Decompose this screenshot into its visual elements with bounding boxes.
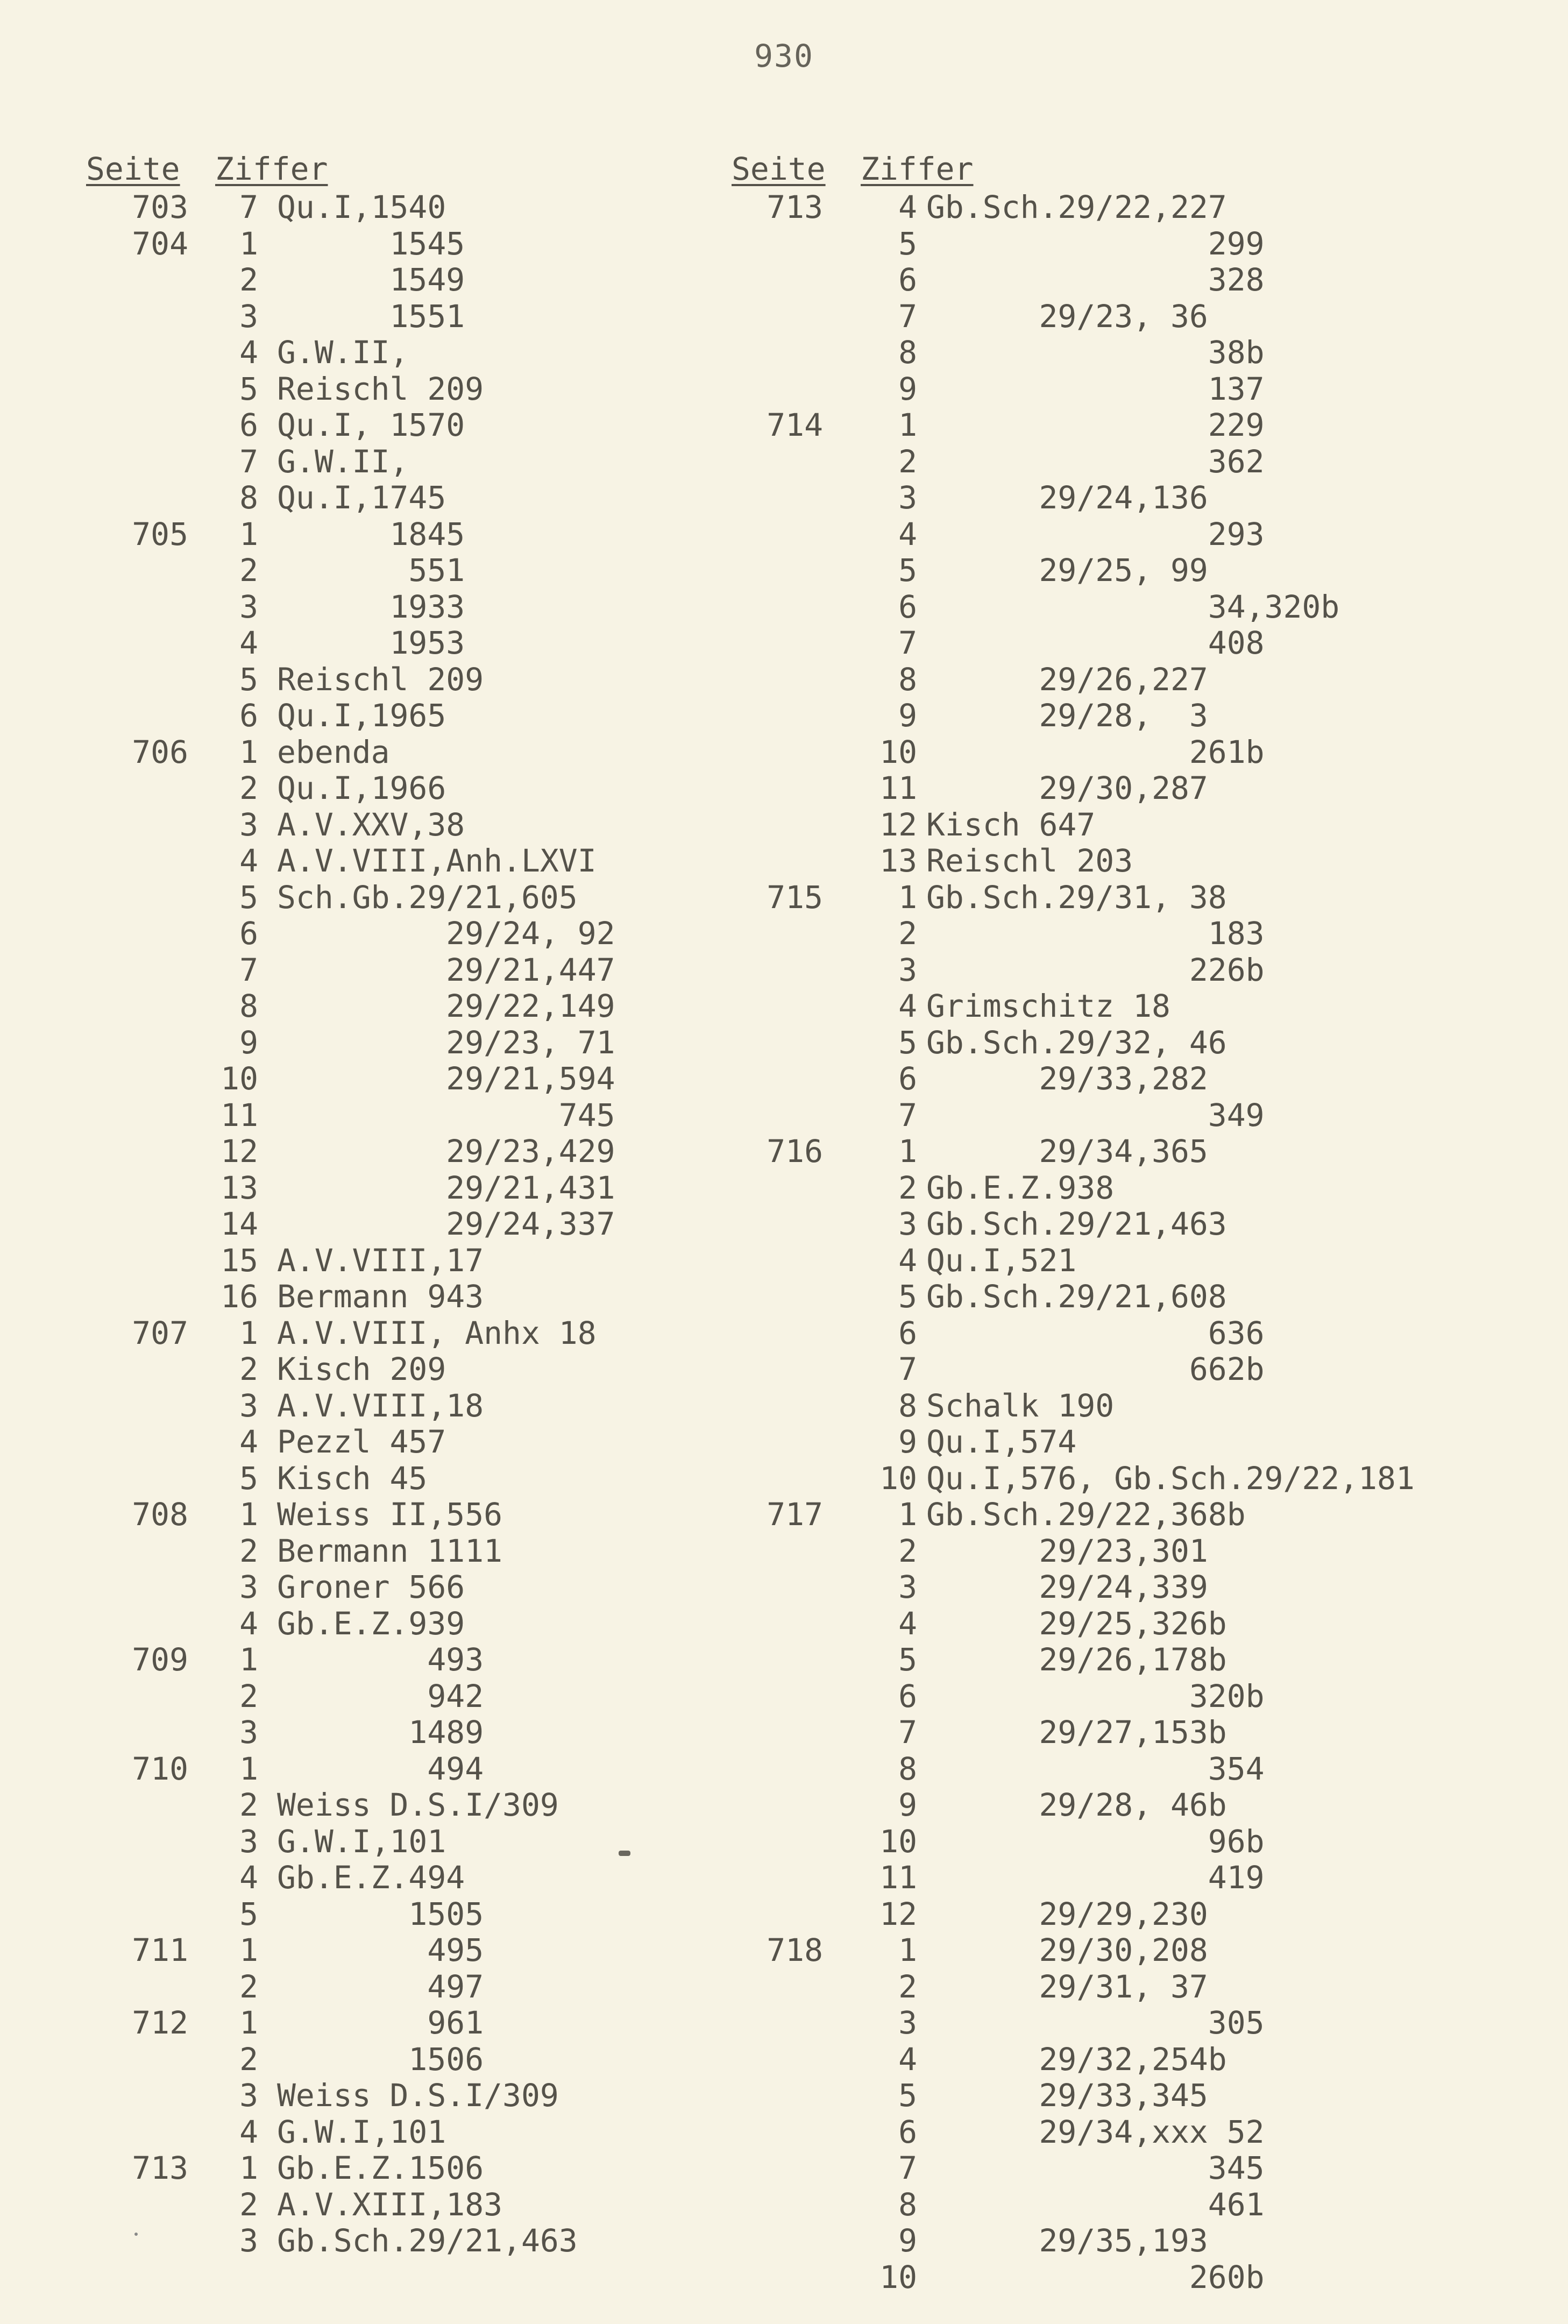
reference-cell: Qu.I,1745 <box>277 479 446 516</box>
ziffer-cell: 3 <box>898 2004 917 2041</box>
reference-cell: 942 <box>277 1677 484 1714</box>
ziffer-cell: 2 <box>239 261 258 298</box>
seite-cell: 716 <box>767 1133 823 1170</box>
reference-cell: 29/25, 99 <box>926 552 1208 589</box>
ziffer-cell: 10 <box>879 1459 917 1497</box>
ziffer-cell: 3 <box>239 1714 258 1751</box>
ziffer-cell: 5 <box>239 661 258 698</box>
ziffer-cell: 11 <box>221 1096 258 1133</box>
reference-cell: 29/24,339 <box>926 1569 1208 1605</box>
reference-cell: 29/35,193 <box>926 2222 1208 2259</box>
ziffer-cell: 2 <box>239 1677 258 1714</box>
reference-cell: 495 <box>277 1932 484 1968</box>
ziffer-cell: 2 <box>898 1968 917 2005</box>
reference-cell: G.W.II, <box>277 334 409 371</box>
ziffer-cell: 3 <box>898 951 917 988</box>
ziffer-cell: 3 <box>239 297 258 335</box>
ziffer-cell: 14 <box>221 1206 258 1242</box>
ziffer-cell: 1 <box>239 1641 258 1678</box>
reference-cell: Gb.E.Z.939 <box>277 1605 465 1642</box>
reference-cell: 461 <box>926 2186 1265 2223</box>
reference-cell: Qu.I,521 <box>926 1242 1077 1279</box>
reference-cell: Gb.Sch.29/21,463 <box>277 2222 578 2259</box>
reference-cell: 29/32,254b <box>926 2040 1227 2078</box>
reference-cell: 408 <box>926 625 1265 661</box>
reference-cell: Reischl 203 <box>926 842 1133 879</box>
ziffer-cell: 8 <box>898 661 917 698</box>
reference-cell: 29/21,594 <box>277 1060 615 1097</box>
seite-header: Seite <box>86 151 180 187</box>
ziffer-cell: 4 <box>898 1605 917 1642</box>
ziffer-cell: 4 <box>239 842 258 879</box>
reference-cell: 29/24, 92 <box>277 915 615 952</box>
ziffer-cell: 1 <box>898 407 917 443</box>
reference-cell: 349 <box>926 1096 1265 1133</box>
reference-cell: 183 <box>926 915 1265 952</box>
ziffer-cell: 4 <box>239 334 258 371</box>
ziffer-cell: 6 <box>898 1060 917 1097</box>
ziffer-cell: 5 <box>898 1641 917 1678</box>
ziffer-cell: 3 <box>239 2077 258 2114</box>
reference-cell: 1549 <box>277 261 465 298</box>
reference-cell: Qu.I,1540 <box>277 189 446 225</box>
ziffer-cell: 10 <box>221 1060 258 1097</box>
ziffer-cell: 7 <box>898 2150 917 2186</box>
reference-cell: Gb.Sch.29/22,368b <box>926 1496 1246 1533</box>
reference-cell: 29/31, 37 <box>926 1968 1208 2005</box>
reference-cell: A.V.VIII,Anh.LXVI <box>277 842 597 879</box>
ziffer-cell: 7 <box>898 1714 917 1751</box>
reference-cell: Gb.Sch.29/22,227 <box>926 189 1227 225</box>
reference-cell: 299 <box>926 225 1265 262</box>
reference-cell: 137 <box>926 370 1265 407</box>
reference-cell: 29/34,365 <box>926 1133 1208 1170</box>
reference-cell: Sch.Gb.29/21,605 <box>277 878 578 916</box>
seite-cell: 713 <box>132 2150 188 2186</box>
reference-cell: 29/27,153b <box>926 1714 1227 1751</box>
ziffer-cell: 15 <box>221 1242 258 1279</box>
reference-cell: 29/23,429 <box>277 1133 615 1170</box>
ziffer-cell: 12 <box>879 1895 917 1932</box>
reference-cell: G.W.II, <box>277 443 409 480</box>
seite-cell: 704 <box>132 225 188 262</box>
ziffer-cell: 4 <box>239 2113 258 2150</box>
reference-cell: Gb.Sch.29/21,608 <box>926 1278 1227 1315</box>
ziffer-cell: 5 <box>239 1895 258 1932</box>
reference-cell: 29/29,230 <box>926 1895 1208 1932</box>
ziffer-cell: 7 <box>898 1096 917 1133</box>
ziffer-cell: 6 <box>239 407 258 443</box>
ziffer-cell: 8 <box>239 479 258 516</box>
reference-cell: 226b <box>926 951 1265 988</box>
ziffer-cell: 4 <box>898 515 917 552</box>
ziffer-cell: 3 <box>898 1569 917 1605</box>
ziffer-cell: 10 <box>879 2258 917 2295</box>
reference-cell: 29/34,xxx 52 <box>926 2113 1265 2150</box>
ziffer-cell: 5 <box>239 1459 258 1497</box>
reference-cell: Schalk 190 <box>926 1387 1115 1424</box>
ziffer-cell: 2 <box>239 1351 258 1387</box>
reference-cell: G.W.I,101 <box>277 1823 446 1860</box>
ziffer-cell: 11 <box>879 1859 917 1896</box>
ziffer-cell: 5 <box>898 1278 917 1315</box>
ziffer-cell: 1 <box>239 733 258 770</box>
ziffer-cell: 6 <box>898 261 917 298</box>
reference-cell: 1506 <box>277 2040 484 2078</box>
reference-cell: Bermann 1111 <box>277 1532 503 1569</box>
reference-cell: 1953 <box>277 625 465 661</box>
ziffer-cell: 10 <box>879 733 917 770</box>
reference-cell: 29/23,301 <box>926 1532 1208 1569</box>
reference-cell: 29/26,178b <box>926 1641 1227 1678</box>
reference-cell: A.V.VIII,17 <box>277 1242 484 1279</box>
ziffer-cell: 4 <box>898 988 917 1024</box>
ziffer-cell: 6 <box>898 588 917 625</box>
ziffer-cell: 1 <box>898 878 917 916</box>
reference-cell: Kisch 45 <box>277 1459 428 1497</box>
ziffer-cell: 7 <box>239 951 258 988</box>
seite-cell: 707 <box>132 1314 188 1351</box>
ziffer-cell: 1 <box>239 2150 258 2186</box>
seite-cell: 706 <box>132 733 188 770</box>
ziffer-cell: 11 <box>879 770 917 806</box>
ziffer-cell: 2 <box>239 552 258 589</box>
reference-cell: Gb.E.Z.494 <box>277 1859 465 1896</box>
reference-cell: Gb.Sch.29/21,463 <box>926 1206 1227 1242</box>
ziffer-cell: 13 <box>879 842 917 879</box>
reference-cell: Weiss D.S.I/309 <box>277 1787 559 1823</box>
reference-cell: 1505 <box>277 1895 484 1932</box>
ziffer-cell: 1 <box>239 1750 258 1787</box>
reference-cell: Reischl 209 <box>277 370 484 407</box>
ziffer-cell: 2 <box>239 1968 258 2005</box>
ziffer-cell: 2 <box>898 443 917 480</box>
ziffer-cell: 9 <box>898 1787 917 1823</box>
seite-cell: 713 <box>767 189 823 225</box>
ziffer-cell: 4 <box>239 625 258 661</box>
reference-cell: 29/23, 36 <box>926 297 1208 335</box>
reference-cell: Kisch 647 <box>926 806 1096 843</box>
seite-cell: 709 <box>132 1641 188 1678</box>
seite-header: Seite <box>732 151 826 187</box>
reference-cell: 1845 <box>277 515 465 552</box>
seite-cell: 710 <box>132 1750 188 1787</box>
reference-cell: Bermann 943 <box>277 1278 484 1315</box>
reference-cell: 354 <box>926 1750 1265 1787</box>
ziffer-cell: 9 <box>898 2222 917 2259</box>
ziffer-cell: 8 <box>898 1387 917 1424</box>
ziffer-cell: 3 <box>239 588 258 625</box>
reference-cell: 328 <box>926 261 1265 298</box>
reference-cell: Weiss II,556 <box>277 1496 503 1533</box>
seite-cell: 708 <box>132 1496 188 1533</box>
ziffer-cell: 1 <box>239 515 258 552</box>
reference-cell: 494 <box>277 1750 484 1787</box>
reference-cell: ebenda <box>277 733 390 770</box>
ziffer-cell: 12 <box>221 1133 258 1170</box>
ziffer-cell: 10 <box>879 1823 917 1860</box>
ink-dot <box>134 2233 138 2236</box>
reference-cell: 961 <box>277 2004 484 2041</box>
ziffer-cell: 8 <box>898 2186 917 2223</box>
ziffer-cell: 5 <box>898 552 917 589</box>
reference-cell: 229 <box>926 407 1265 443</box>
reference-cell: Groner 566 <box>277 1569 465 1605</box>
reference-cell: Reischl 209 <box>277 661 484 698</box>
ziffer-cell: 8 <box>239 988 258 1024</box>
reference-cell: Gb.E.Z.1506 <box>277 2150 484 2186</box>
ziffer-cell: 12 <box>879 806 917 843</box>
reference-cell: Kisch 209 <box>277 1351 446 1387</box>
reference-cell: Qu.I,1966 <box>277 770 446 806</box>
ziffer-cell: 6 <box>239 915 258 952</box>
ziffer-cell: 7 <box>898 625 917 661</box>
ziffer-cell: 7 <box>239 443 258 480</box>
seite-cell: 718 <box>767 1932 823 1968</box>
reference-cell: 293 <box>926 515 1265 552</box>
ziffer-cell: 6 <box>239 697 258 734</box>
reference-cell: 1489 <box>277 1714 484 1751</box>
reference-cell: 261b <box>926 733 1265 770</box>
reference-cell: 38b <box>926 334 1265 371</box>
ziffer-cell: 16 <box>221 1278 258 1315</box>
reference-cell: Grimschitz 18 <box>926 988 1170 1024</box>
reference-cell: 29/21,431 <box>277 1169 615 1206</box>
reference-cell: 29/21,447 <box>277 951 615 988</box>
reference-cell: 29/22,149 <box>277 988 615 1024</box>
ziffer-cell: 5 <box>239 370 258 407</box>
ziffer-cell: 4 <box>898 1242 917 1279</box>
ziffer-cell: 13 <box>221 1169 258 1206</box>
ziffer-cell: 3 <box>239 1387 258 1424</box>
page-number: 930 <box>754 38 814 74</box>
reference-cell: 29/25,326b <box>926 1605 1227 1642</box>
seite-cell: 705 <box>132 515 188 552</box>
reference-cell: 29/26,227 <box>926 661 1208 698</box>
reference-cell: 29/30,208 <box>926 1932 1208 1968</box>
reference-cell: Qu.I,574 <box>926 1423 1077 1460</box>
reference-cell: Gb.Sch.29/32, 46 <box>926 1024 1227 1061</box>
reference-cell: 1545 <box>277 225 465 262</box>
reference-cell: Qu.I, 1570 <box>277 407 465 443</box>
reference-cell: 29/33,345 <box>926 2077 1208 2114</box>
reference-cell: 745 <box>277 1096 615 1133</box>
seite-cell: 717 <box>767 1496 823 1533</box>
ziffer-cell: 7 <box>239 189 258 225</box>
reference-cell: A.V.XIII,183 <box>277 2186 503 2223</box>
ziffer-cell: 3 <box>239 806 258 843</box>
ziffer-cell: 6 <box>898 1314 917 1351</box>
seite-cell: 714 <box>767 407 823 443</box>
reference-cell: 29/24,337 <box>277 1206 615 1242</box>
ziffer-cell: 4 <box>898 189 917 225</box>
ziffer-cell: 1 <box>239 225 258 262</box>
ziffer-header: Ziffer <box>215 151 328 187</box>
reference-cell: 662b <box>926 1351 1265 1387</box>
ziffer-cell: 2 <box>898 1532 917 1569</box>
ziffer-cell: 8 <box>898 334 917 371</box>
reference-cell: 34,320b <box>926 588 1340 625</box>
ziffer-cell: 2 <box>239 2040 258 2078</box>
reference-cell: 493 <box>277 1641 484 1678</box>
seite-cell: 715 <box>767 878 823 916</box>
reference-cell: 345 <box>926 2150 1265 2186</box>
reference-cell: Qu.I,576, Gb.Sch.29/22,181 <box>926 1459 1415 1497</box>
ziffer-header: Ziffer <box>861 151 974 187</box>
ziffer-cell: 2 <box>239 1787 258 1823</box>
reference-cell: 29/23, 71 <box>277 1024 615 1061</box>
reference-cell: Qu.I,1965 <box>277 697 446 734</box>
reference-cell: 29/30,287 <box>926 770 1208 806</box>
reference-cell: A.V.XXV,38 <box>277 806 465 843</box>
reference-cell: 305 <box>926 2004 1265 2041</box>
ziffer-cell: 9 <box>898 370 917 407</box>
ziffer-cell: 5 <box>239 878 258 916</box>
reference-cell: 29/28, 3 <box>926 697 1208 734</box>
ziffer-cell: 1 <box>239 1932 258 1968</box>
reference-cell: 260b <box>926 2258 1265 2295</box>
reference-cell: 636 <box>926 1314 1265 1351</box>
ziffer-cell: 9 <box>898 1423 917 1460</box>
ziffer-cell: 2 <box>239 2186 258 2223</box>
seite-cell: 703 <box>132 189 188 225</box>
ziffer-cell: 3 <box>898 1206 917 1242</box>
reference-cell: A.V.VIII,18 <box>277 1387 484 1424</box>
reference-cell: 96b <box>926 1823 1265 1860</box>
ziffer-cell: 3 <box>239 1569 258 1605</box>
reference-cell: Gb.Sch.29/31, 38 <box>926 878 1227 916</box>
ziffer-cell: 3 <box>898 479 917 516</box>
seite-cell: 711 <box>132 1932 188 1968</box>
ziffer-cell: 2 <box>898 1169 917 1206</box>
ziffer-cell: 6 <box>898 2113 917 2150</box>
reference-cell: A.V.VIII, Anhx 18 <box>277 1314 597 1351</box>
ziffer-cell: 3 <box>239 1823 258 1860</box>
reference-cell: Gb.E.Z.938 <box>926 1169 1115 1206</box>
ziffer-cell: 1 <box>239 1496 258 1533</box>
ziffer-cell: 6 <box>898 1677 917 1714</box>
reference-cell: Pezzl 457 <box>277 1423 446 1460</box>
reference-cell: Weiss D.S.I/309 <box>277 2077 559 2114</box>
reference-cell: 497 <box>277 1968 484 2005</box>
ink-mark <box>619 1851 630 1856</box>
seite-cell: 712 <box>132 2004 188 2041</box>
ziffer-cell: 4 <box>239 1605 258 1642</box>
ziffer-cell: 9 <box>898 697 917 734</box>
ziffer-cell: 7 <box>898 297 917 335</box>
reference-cell: 320b <box>926 1677 1265 1714</box>
ziffer-cell: 1 <box>239 2004 258 2041</box>
ziffer-cell: 2 <box>239 770 258 806</box>
reference-cell: 29/24,136 <box>926 479 1208 516</box>
reference-cell: 551 <box>277 552 465 589</box>
ziffer-cell: 7 <box>898 1351 917 1387</box>
ziffer-cell: 3 <box>239 2222 258 2259</box>
ziffer-cell: 5 <box>898 1024 917 1061</box>
ziffer-cell: 4 <box>898 2040 917 2078</box>
ziffer-cell: 1 <box>898 1932 917 1968</box>
ziffer-cell: 2 <box>898 915 917 952</box>
ziffer-cell: 4 <box>239 1859 258 1896</box>
reference-cell: 1551 <box>277 297 465 335</box>
ziffer-cell: 8 <box>898 1750 917 1787</box>
ziffer-cell: 4 <box>239 1423 258 1460</box>
ziffer-cell: 1 <box>898 1133 917 1170</box>
reference-cell: G.W.I,101 <box>277 2113 446 2150</box>
reference-cell: 29/33,282 <box>926 1060 1208 1097</box>
reference-cell: 419 <box>926 1859 1265 1896</box>
ziffer-cell: 9 <box>239 1024 258 1061</box>
reference-cell: 362 <box>926 443 1265 480</box>
reference-cell: 1933 <box>277 588 465 625</box>
ziffer-cell: 2 <box>239 1532 258 1569</box>
ziffer-cell: 1 <box>239 1314 258 1351</box>
ziffer-cell: 5 <box>898 2077 917 2114</box>
ziffer-cell: 1 <box>898 1496 917 1533</box>
reference-cell: 29/28, 46b <box>926 1787 1227 1823</box>
ziffer-cell: 5 <box>898 225 917 262</box>
